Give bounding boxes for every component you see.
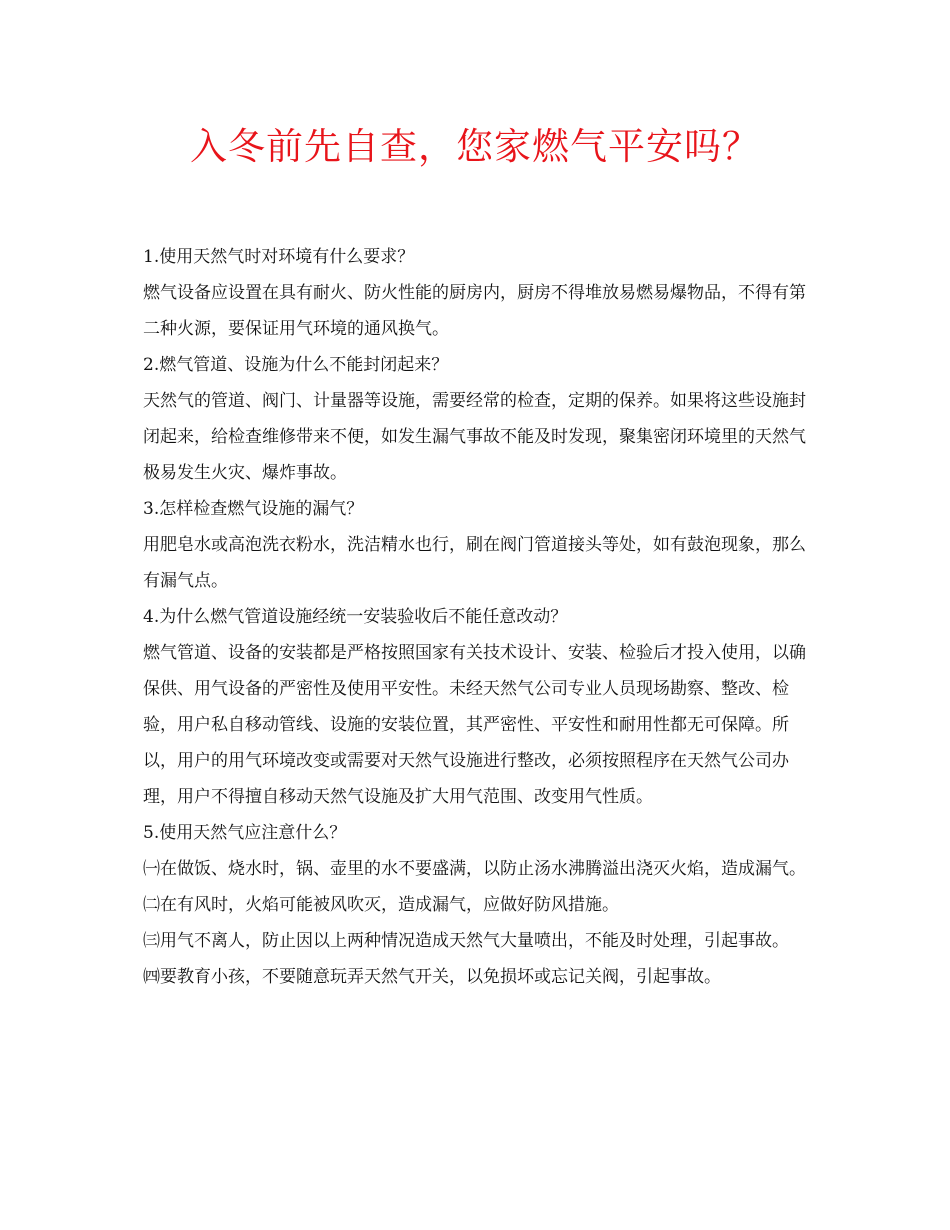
answer-3: 用肥皂水或高泡洗衣粉水，洗洁精水也行，刷在阀门管道接头等处，如有鼓泡现象，那么有漏气点。 <box>143 535 806 591</box>
answer-5-item-2: ㈡在有风时，火焰可能被风吹灭，造成漏气，应做好防风措施。 <box>143 895 619 915</box>
document-body <box>143 239 815 995</box>
answer-1: 燃气设备应设置在具有耐火、防火性能的厨房内，厨房不得堆放易燃易爆物品，不得有第二种火源，要保证用气环境的通风换气。 <box>143 283 806 339</box>
document-title: 入冬前先自查，您家燃气平安吗？ <box>190 125 760 168</box>
question-4: 4.为什么燃气管道设施经统一安装验收后不能任意改动？ <box>143 607 568 627</box>
answer-5-item-4: ㈣要教育小孩，不要随意玩弄天然气开关，以免损坏或忘记关阀，引起事故。 <box>143 967 721 987</box>
question-5: 5.使用天然气应注意什么？ <box>143 823 347 843</box>
answer-2: 天然气的管道、阀门、计量器等设施，需要经常的检查，定期的保养。如果将这些设施封闭起来，给检查维修带来不便，如发生漏气事故不能及时发现，聚集密闭环境里的天然气极易发生火灾、爆炸事故。 <box>143 391 806 483</box>
answer-5-item-3: ㈢用气不离人，防止因以上两种情况造成天然气大量喷出，不能及时处理，引起事故。 <box>143 931 789 951</box>
answer-5-item-1: ㈠在做饭、烧水时，锅、壶里的水不要盛满，以防止汤水沸腾溢出浇灭火焰，造成漏气。 <box>143 859 806 879</box>
question-3: 3.怎样检查燃气设施的漏气？ <box>143 499 364 519</box>
question-1: 1.使用天然气时对环境有什么要求？ <box>143 247 415 267</box>
answer-4: 燃气管道、设备的安装都是严格按照国家有关技术设计、安装、检验后才投入使用，以确保供、用气设备的严密性及使用平安性。未经天然气公司专业人员现场勘察、整改、检验，用户私自移动管线、设施的安装位置，其严密性、平安性和耐用性都无可保障。所以，用户的用气环境改变或需要对天然气设施进行整改，必须按照程序在天然气公司办理，用户不得擅自移动天然气设施及扩大用气范围、改变用气性质。 <box>143 643 806 807</box>
question-2: 2.燃气管道、设施为什么不能封闭起来？ <box>143 355 449 375</box>
